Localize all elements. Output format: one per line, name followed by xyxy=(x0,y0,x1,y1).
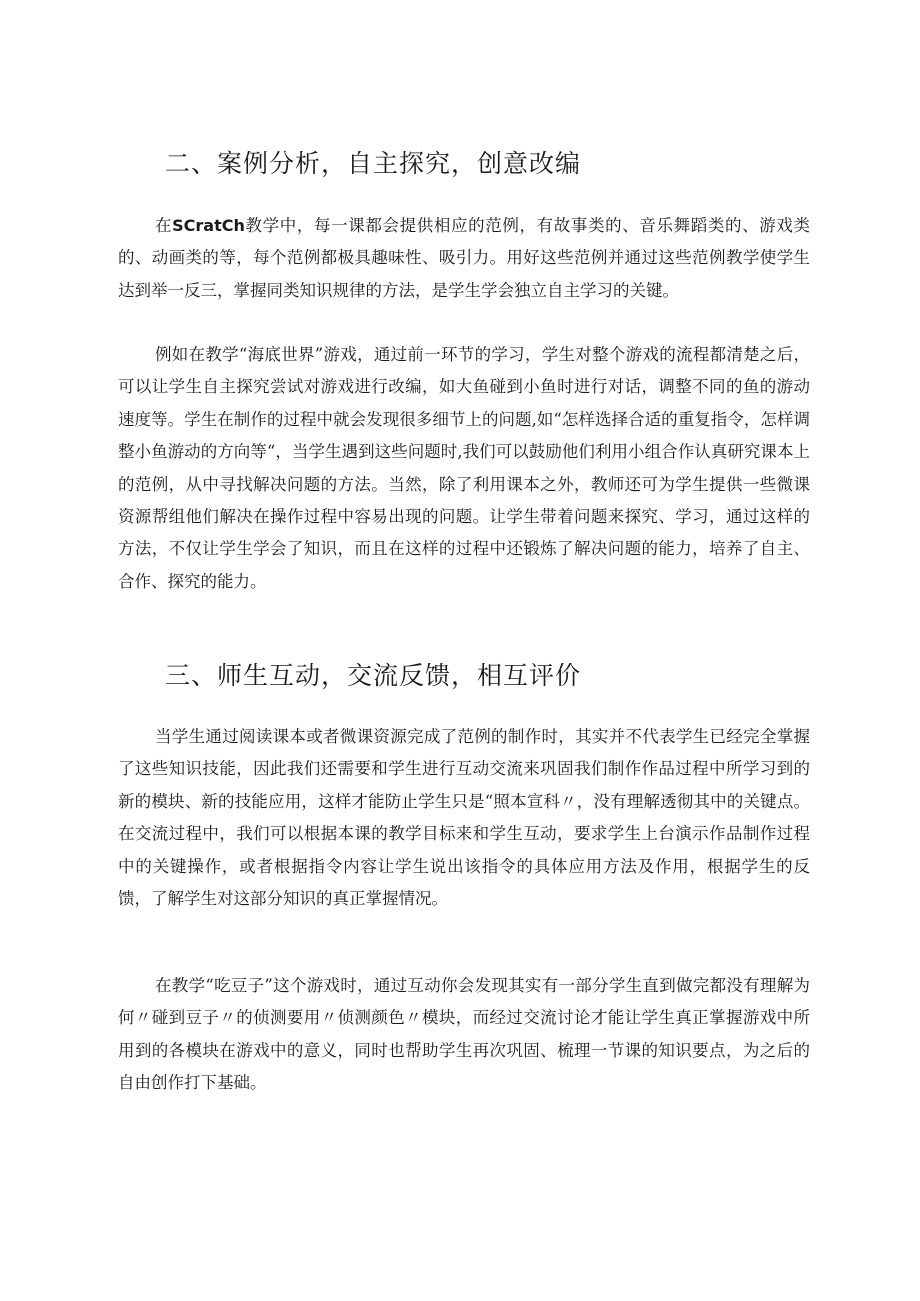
scratch-brand-text: SCratCh xyxy=(172,216,245,235)
paragraph-text: 教学中，每一课都会提供相应的范例，有故事类的、音乐舞蹈类的、游戏类的、动画类的等，每个范例都极具趣味性、吸引力。用好这些范例并通过这些范例教学使学生达到举一反三，掌握同类知识规律的方法，是学生学会独立自主学习的关键。 xyxy=(118,216,811,300)
paragraph-interaction-feedback: 当学生通过阅读课本或者微课资源完成了范例的制作时，其实并不代表学生已经完全掌握了这些知识技能，因此我们还需要和学生进行互动交流来巩固我们制作作品过程中所学习到的新的模块、新的技能应用，这样才能防止学生只是“照本宣科〃，没有理解透彻其中的关键点。在交流过程中，我们可以根据本课的教学目标来和学生互动，要求学生上台演示作品制作过程中的关键操作，或者根据指令内容让学生说出该指令的具体应用方法及作用，根据学生的反馈，了解学生对这部分知识的真正掌握情况。 xyxy=(118,727,810,909)
paragraph-eat-beans-example: 在教学“吃豆子”这个游戏时，通过互动你会发现其实有一部分学生直到做完都没有理解为何〃碰到豆子〃的侦测要用〃侦测颜色〃模块，而经过交流讨论才能让学生真正掌握游戏中所用到的各模块在游戏中的意义，同时也帮助学生再次巩固、梳理一节课的知识要点，为之后的自由创作打下基础。 xyxy=(118,976,810,1093)
paragraph-ocean-world-example: 例如在教学“海底世界”游戏，通过前一环节的学习，学生对整个游戏的流程都清楚之后，可以让学生自主探究尝试对游戏进行改编，如大鱼碰到小鱼时进行对话，调整不同的鱼的游动速度等。学生在制作的过程中就会发现很多细节上的问题,如“怎样选择合适的重复指令，怎样调整小鱼游动的方向等“，当学生遇到这些问题时,我们可以鼓励他们利用小组合作认真研究课本上的范例，从中寻找解决问题的方法。当然，除了利用课本之外，教师还可为学生提供一些微课资源帮组他们解决在操作过程中容易出现的问题。让学生带着问题来探究、学习，通过这样的方法，不仅让学生学会了知识，而且在这样的过程中还锻炼了解决问题的能力，培养了自主、合作、探究的能力。 xyxy=(118,345,810,591)
section-heading-case-analysis: 二、案例分析，自主探究，创意改编 xyxy=(165,149,582,178)
paragraph-scratch-examples: 在SCratCh教学中，每一课都会提供相应的范例，有故事类的、音乐舞蹈类的、游戏类的、动画类的等，每个范例都极具趣味性、吸引力。用好这些范例并通过这些范例教学使学生达到举一反三，掌握同类知识规律的方法，是学生学会独立自主学习的关键。 xyxy=(118,216,811,300)
section-heading-teacher-student-interaction: 三、师生互动，交流反馈，相互评价 xyxy=(165,661,582,690)
